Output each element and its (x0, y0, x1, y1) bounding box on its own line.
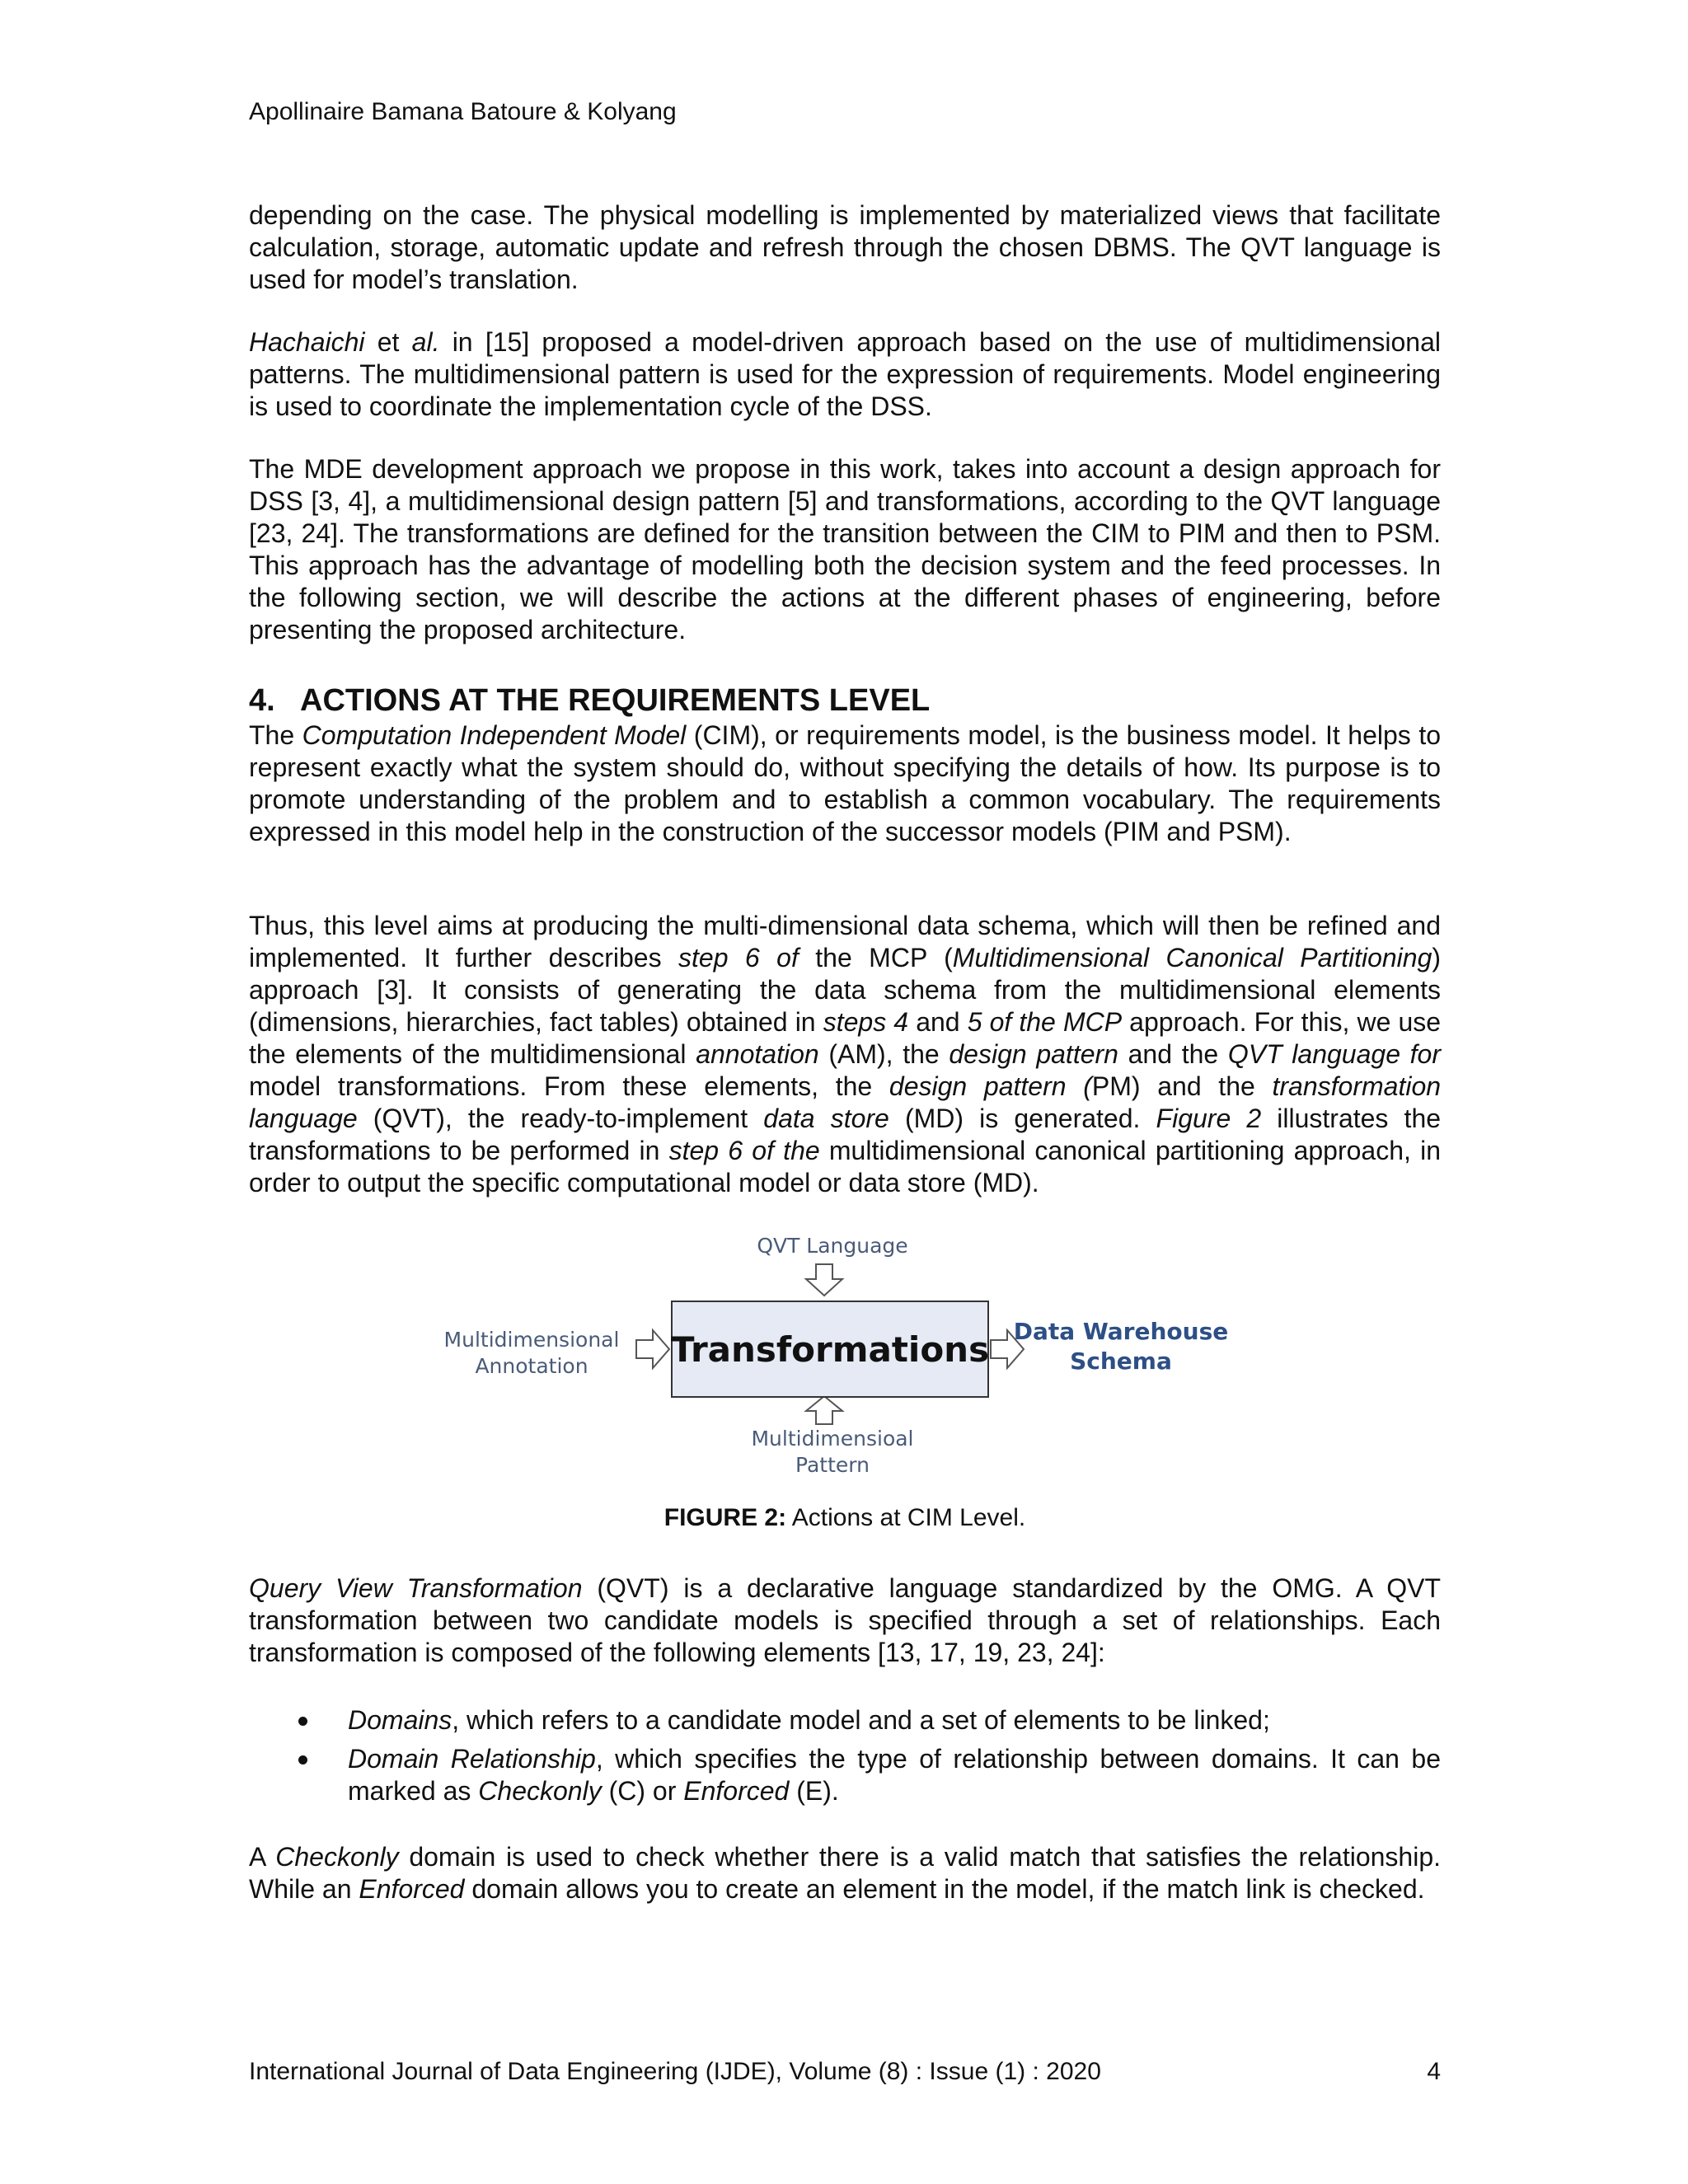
page-footer (249, 2057, 1441, 2087)
text-span-italic: Checkonly (478, 1776, 602, 1806)
text-span: (E). (789, 1776, 839, 1806)
list-item (249, 1704, 1441, 1736)
figure-caption (249, 1503, 1441, 1533)
paragraph-6 (249, 1572, 1441, 1669)
text-span: (C) or (601, 1776, 684, 1806)
text-span-italic: step 6 of (678, 943, 799, 972)
figure-label-multidimensional-annotation (429, 1327, 635, 1380)
bullet-icon (298, 1755, 307, 1765)
paragraph-1 (249, 199, 1441, 296)
text-span: model transformations. From these elements, the (249, 1071, 889, 1101)
text-span: (AM), the (818, 1039, 950, 1069)
text-span-italic: Multidimensional Canonical Partitioning (952, 943, 1432, 972)
arrow-up-icon (806, 1396, 842, 1424)
bullet-list (249, 1704, 1441, 1814)
figure-label-line: Annotation (475, 1354, 588, 1378)
figure-label-line: Multidimensional (443, 1328, 620, 1352)
text-span-italic: QVT language for (1227, 1039, 1441, 1069)
text-span-italic: design pattern ( (889, 1071, 1092, 1101)
figure-caption-text: Actions at CIM Level. (786, 1504, 1026, 1531)
text-span-italic: Figure 2 (1156, 1104, 1262, 1133)
paragraph-5 (249, 910, 1441, 1199)
text-span: domain allows you to create an element in the model, if the match link is checked. (464, 1874, 1425, 1904)
text-span-italic: Domain Relationship (348, 1744, 596, 1774)
text-span: multidimensional canonical partitioning approach, in order to output the specific computational model or data store (MD). (249, 1136, 1442, 1197)
text-span: Thus, this level aims at producing the multi-dimensional data schema, which will then be refined and implemented. It further describes (249, 911, 1441, 972)
paragraph-7 (249, 1841, 1441, 1905)
text-span-italic: al. (411, 327, 440, 357)
journal-citation: International Journal of Data Engineering (IJDE), Volume (8) : Issue (1) : 2020 (249, 2058, 1101, 2085)
text-span: (QVT), the ready-to-implement (357, 1104, 764, 1133)
section-heading (249, 682, 930, 719)
text-span-italic: Query View Transformation (249, 1573, 583, 1603)
text-span-italic: design pattern (949, 1039, 1118, 1069)
page-number: 4 (1427, 2058, 1441, 2085)
text-span: approach. For this, we use the elements of the multidimensional (249, 1007, 1442, 1069)
figure-label-multidimensional-pattern (717, 1426, 948, 1479)
paragraph-3-text: The MDE development approach we propose in this work, takes into account a design approach for DSS [3, 4], a multidimensional design pattern [5] and transformations, according to the QVT language [23, 24]. The transformations are defined for the transition between the CIM to PIM and then to PSM. This approach has the advantage of modelling both the decision system and the feed processes. In the following section, we will describe the actions at the different phases of engineering, before presenting the proposed architecture. (249, 454, 1441, 644)
text-span: the MCP ( (798, 943, 953, 972)
text-span-italic: Domains (348, 1705, 452, 1735)
figure-caption-label: FIGURE 2: (663, 1504, 787, 1531)
text-span-italic: Computation Independent Model (302, 720, 687, 750)
text-span: et (364, 327, 412, 357)
figure-label-qvt-language: QVT Language (757, 1234, 908, 1258)
figure-label-line: Multidimensioal (751, 1427, 914, 1451)
paragraph-4 (249, 719, 1441, 848)
section-number: 4. (249, 683, 275, 718)
text-span: and (908, 1007, 968, 1037)
text-span: illustrates the transformations to be performed in (249, 1104, 1442, 1165)
section-title: ACTIONS AT THE REQUIREMENTS LEVEL (300, 683, 931, 718)
text-span: A (249, 1842, 276, 1872)
figure-2-diagram (429, 1228, 1269, 1492)
text-span: , which refers to a candidate model and a set of elements to be linked; (452, 1705, 1270, 1735)
text-span-italic: transformation language (249, 1071, 1442, 1133)
text-span: The (249, 720, 302, 750)
text-span-italic: steps 4 (823, 1007, 909, 1037)
arrow-down-icon (806, 1264, 842, 1296)
figure-transformations-box: Transformations (671, 1301, 989, 1398)
text-span-italic: annotation (696, 1039, 819, 1069)
paragraph-1-text: depending on the case. The physical modelling is implemented by materialized views that facilitate calculation, storage, automatic update and refresh through the chosen DBMS. The QVT language is used for model’s translation. (249, 200, 1441, 294)
paragraph-2 (249, 326, 1441, 423)
text-span-italic: step 6 of the (668, 1136, 820, 1165)
text-span: in [15] proposed a model-driven approach based on the use of multidimensional patterns. The multidimensional pattern is used for the expression of requirements. Model engineering is used to coordinate the implementation cycle of the DSS. (249, 327, 1442, 421)
text-span: (MD) is generated. (889, 1104, 1156, 1133)
running-head: Apollinaire Bamana Batoure & Kolyang (249, 98, 677, 125)
figure-label-data-warehouse-schema (1006, 1317, 1236, 1376)
bullet-icon (298, 1717, 307, 1726)
arrow-right-icon (636, 1330, 669, 1368)
text-span: and the (1118, 1039, 1228, 1069)
text-span: , which specifies the type of relationship between domains. It can be marked as (348, 1744, 1442, 1806)
text-span-italic: data store (763, 1104, 889, 1133)
text-span-italic: Enforced (683, 1776, 790, 1806)
author-name: Hachaichi (249, 327, 365, 357)
figure-label-line: Pattern (795, 1453, 870, 1477)
text-span: (CIM), or requirements model, is the business model. It helps to represent exactly what the system should do, without specifying the details of how. Its purpose is to promote understanding of the problem and to establish a common vocabulary. The requirements expressed in this model help in the construction of the successor models (PIM and PSM). (249, 720, 1442, 846)
text-span: PM) and the (1091, 1071, 1273, 1101)
figure-label-line: Data Warehouse (1013, 1318, 1229, 1345)
text-span: ) approach [3]. It consists of generating the data schema from the multidimensional elements (dimensions, hierarchies, fact tables) obtained in (249, 943, 1442, 1037)
text-span: domain is used to check whether there is a valid match that satisfies the relationship. While an (249, 1842, 1442, 1904)
text-span-italic: Enforced (359, 1874, 465, 1904)
text-span-italic: 5 of the MCP (967, 1007, 1123, 1037)
text-span-italic: Checkonly (275, 1842, 399, 1872)
text-span: (QVT) is a declarative language standardized by the OMG. A QVT transformation between two candidate models is specified through a set of relationships. Each transformation is composed of the following elements [13, 17, 19, 23, 24]: (249, 1573, 1442, 1667)
list-item (249, 1743, 1441, 1807)
paragraph-3 (249, 453, 1441, 646)
figure-label-line: Schema (1070, 1347, 1172, 1375)
